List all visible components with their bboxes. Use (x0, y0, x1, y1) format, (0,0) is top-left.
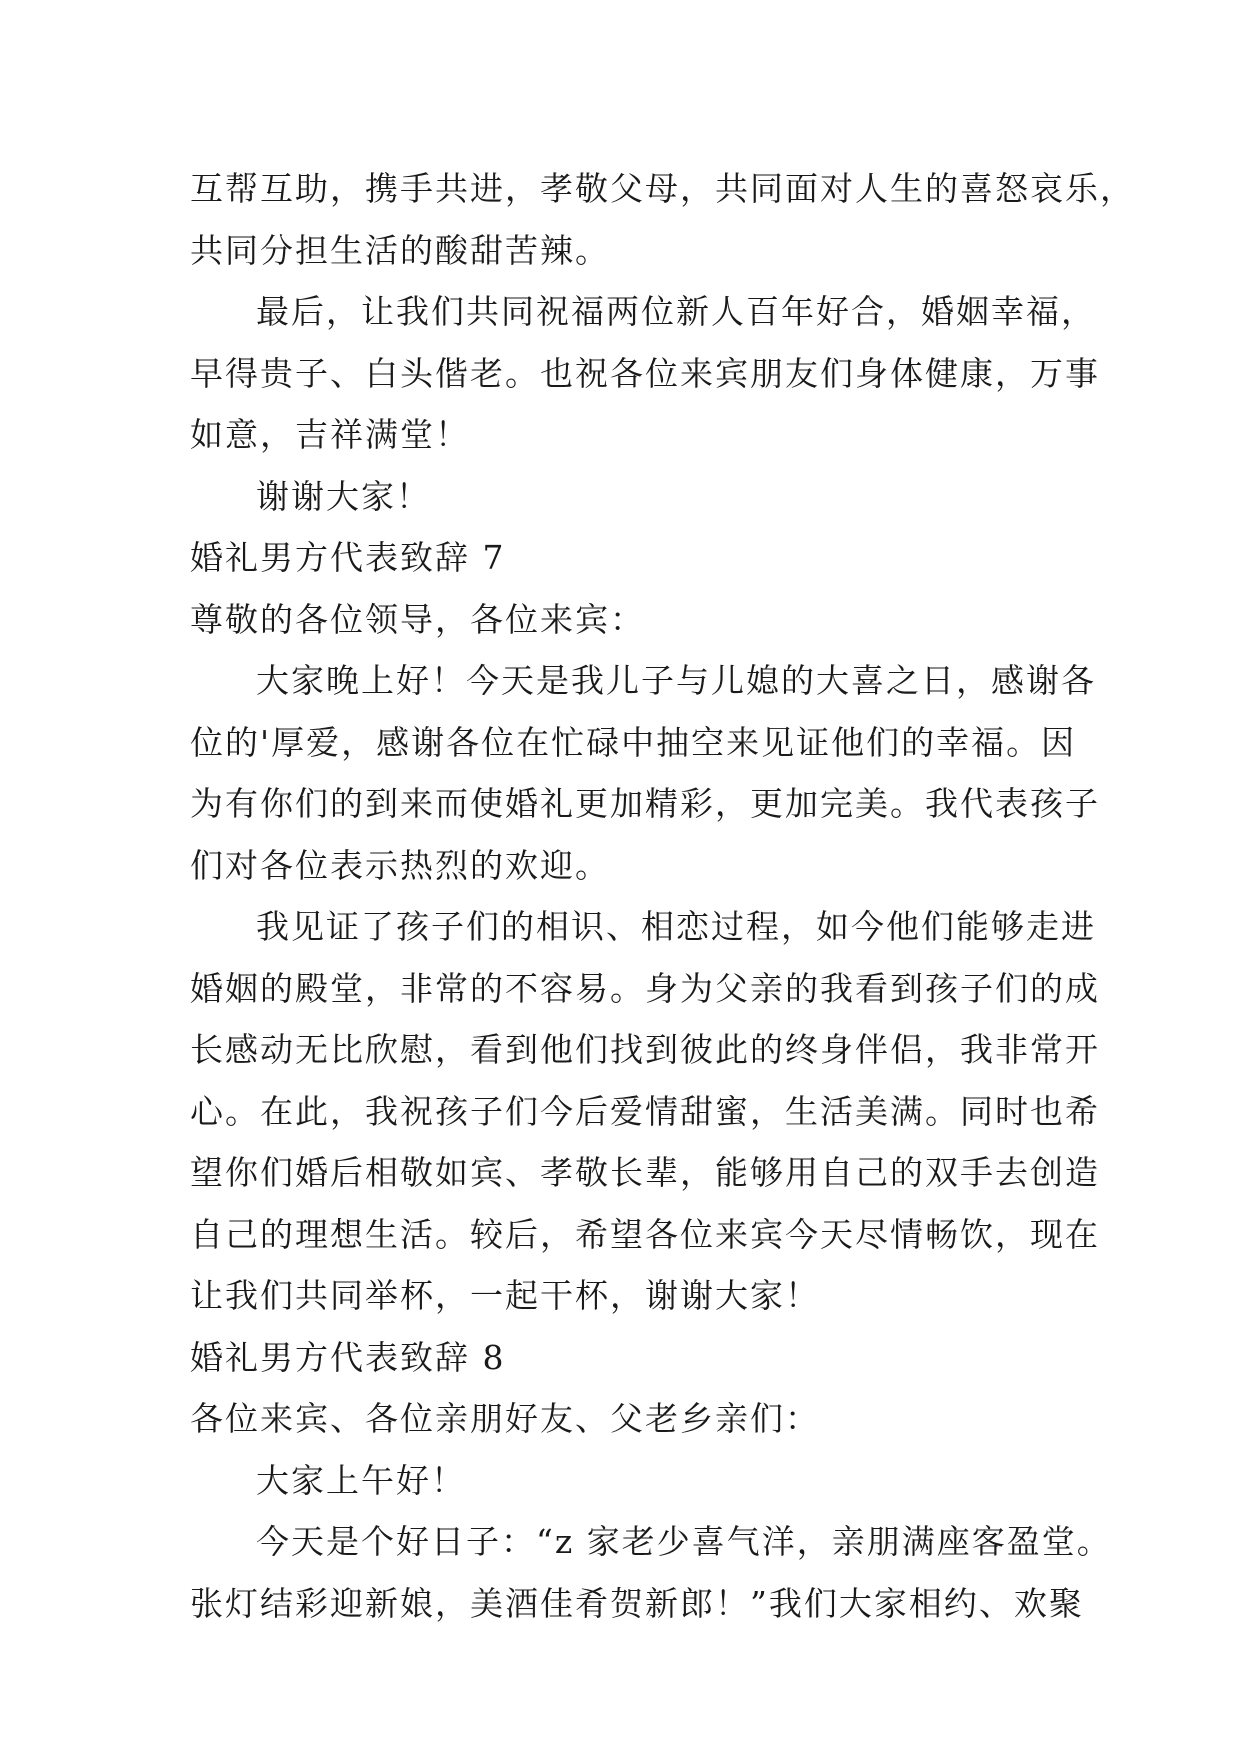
text-line: 心。在此，我祝孩子们今后爱情甜蜜，生活美满。同时也希 (190, 1091, 1100, 1131)
text-line: 让我们共同举杯，一起干杯，谢谢大家！ (190, 1276, 820, 1315)
text-line: 今天是个好日子：“z 家老少喜气洋，亲朋满座客盈堂。 (256, 1522, 1112, 1561)
salutation: 各位来宾、各位亲朋好友、父老乡亲们： (190, 1399, 820, 1438)
text-line: 望你们婚后相敬如宾、孝敬长辈，能够用自己的双手去创造 (190, 1153, 1100, 1192)
section-heading: 婚礼男方代表致辞 7 (190, 538, 506, 577)
text-line: 大家晚上好！今天是我儿子与儿媳的大喜之日，感谢各 (256, 661, 1096, 700)
text-line: 如意，吉祥满堂！ (190, 415, 470, 454)
text-line: 位的'厚爱，感谢各位在忙碌中抽空来见证他们的幸福。因 (190, 722, 1077, 762)
text-line: 谢谢大家！ (256, 476, 431, 516)
text-line: 为有你们的到来而使婚礼更加精彩，更加完美。我代表孩子 (190, 784, 1100, 823)
text-line: 互帮互助，携手共进，孝敬父母，共同面对人生的喜怒哀乐， (190, 169, 1135, 208)
text-line: 婚姻的殿堂，非常的不容易。身为父亲的我看到孩子们的成 (190, 968, 1100, 1008)
text-line: 最后，让我们共同祝福两位新人百年好合，婚姻幸福， (256, 292, 1096, 331)
salutation: 尊敬的各位领导，各位来宾： (190, 599, 645, 639)
text-line: 们对各位表示热烈的欢迎。 (190, 845, 610, 885)
document-body (190, 158, 1135, 1634)
text-line: 张灯结彩迎新娘，美酒佳肴贺新郎！”我们大家相约、欢聚 (190, 1583, 1084, 1623)
text-line: 大家上午好！ (256, 1460, 466, 1500)
text-line: 我见证了孩子们的相识、相恋过程，如今他们能够走进 (256, 907, 1096, 946)
section-heading: 婚礼男方代表致辞 8 (190, 1337, 506, 1377)
text-line: 早得贵子、白头偕老。也祝各位来宾朋友们身体健康，万事 (190, 353, 1100, 393)
text-line: 自己的理想生活。较后，希望各位来宾今天尽情畅饮，现在 (190, 1214, 1100, 1254)
text-line: 长感动无比欣慰，看到他们找到彼此的终身伴侣，我非常开 (190, 1030, 1100, 1069)
text-line: 共同分担生活的酸甜苦辣。 (190, 230, 610, 270)
